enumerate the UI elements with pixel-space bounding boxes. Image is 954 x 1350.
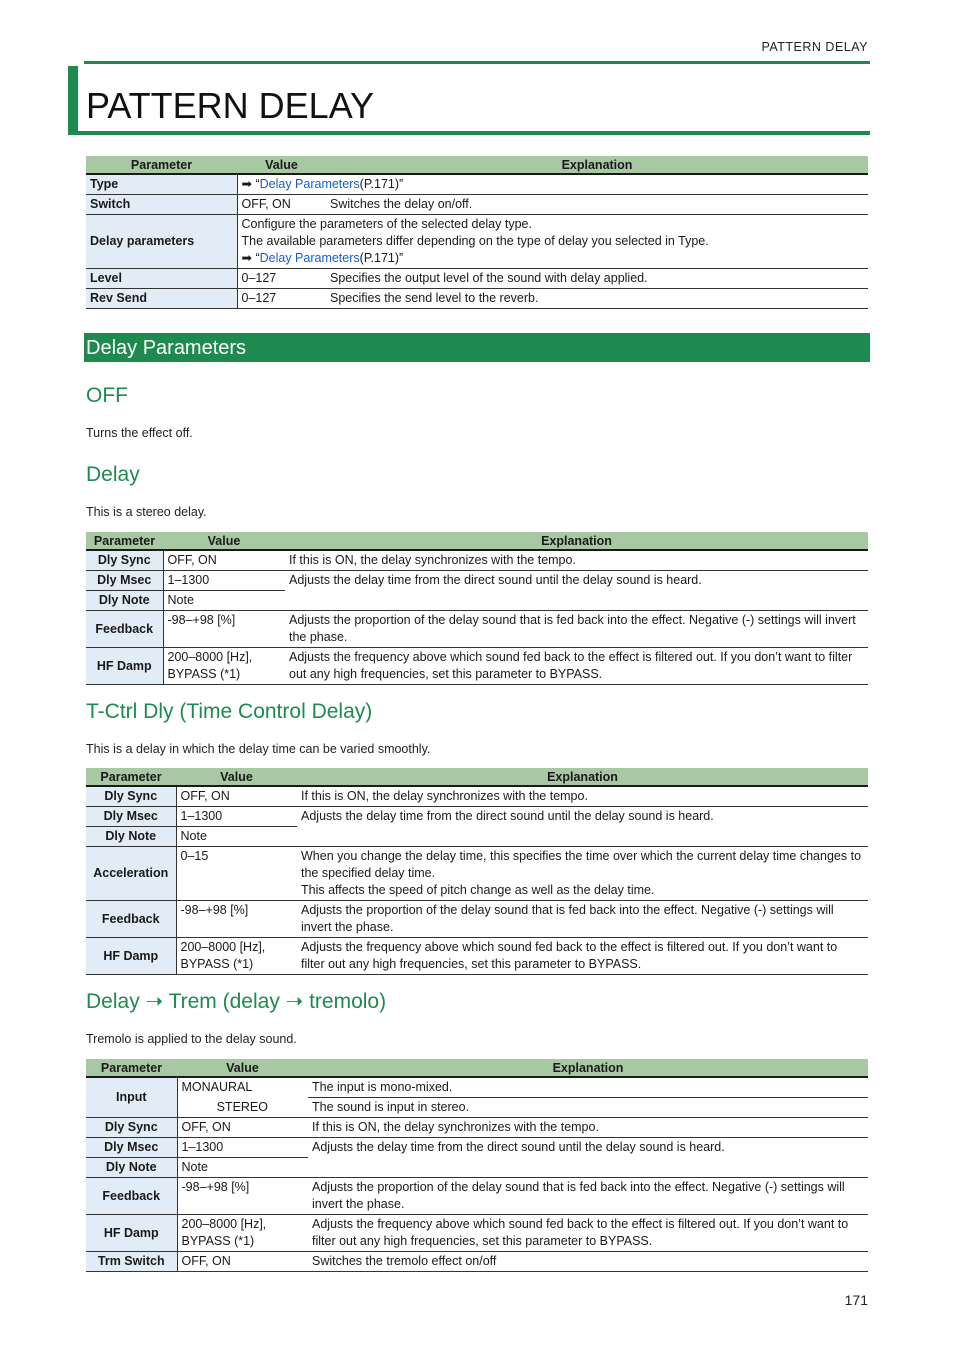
table-row [86,289,868,309]
trem-description: Tremolo is applied to the delay sound. [86,1032,297,1046]
param-feedback: Feedback [86,901,176,938]
expl-dly-sync: If this is ON, the delay synchronizes with the tempo. [285,550,868,571]
value-dly-note: Note [163,591,285,611]
header-parameter: Parameter [86,532,163,550]
header-parameter: Parameter [86,156,237,174]
table-row [86,938,868,975]
param-hf-damp: HF Damp [86,648,163,685]
param-hf-damp: HF Damp [86,938,176,975]
value-type [237,174,868,195]
expl-feedback: Adjusts the proportion of the delay sound that is fed back into the effect. Negative (-) settings will invert the phase. [285,611,868,648]
param-dly-msec: Dly Msec [86,571,163,591]
param-dly-msec: Dly Msec [86,807,176,827]
expl-rev-send: Specifies the send level to the reverb. [326,289,868,309]
value-input-stereo: STEREO [177,1098,308,1118]
header-parameter: Parameter [86,768,176,786]
delay-parameters-link[interactable]: Delay Parameters [259,251,360,265]
param-feedback: Feedback [86,1178,177,1215]
expl-dly-msec: Adjusts the delay time from the direct sound until the delay sound is heard. [297,807,868,847]
value-hf-damp: 200–8000 [Hz], BYPASS (*1) [163,648,285,685]
header-value: Value [176,768,297,786]
value-dly-msec: 1–1300 [177,1138,308,1158]
table-row [86,1098,868,1118]
expl-hf-damp: Adjusts the frequency above which sound fed back to the effect is filtered out. If you don’t want to filter out any high frequencies, set this parameter to BYPASS. [297,938,868,975]
value-feedback: -98–+98 [%] [163,611,285,648]
param-switch: Switch [86,195,237,215]
header-value: Value [163,532,285,550]
acceleration-expl-line1: When you change the delay time, this specifies the time over which the current delay time changes to the specified delay time. [301,849,862,880]
param-level: Level [86,269,237,289]
value-input-monaural: MONAURAL [177,1077,308,1098]
param-acceleration: Acceleration [86,847,176,901]
title-accent-bar [68,66,78,134]
expl-trm-switch: Switches the tremolo effect on/off [308,1252,868,1272]
table-row [86,611,868,648]
heading-off: OFF [86,384,128,407]
expl-dly-sync: If this is ON, the delay synchronizes with the tempo. [297,786,868,807]
expl-level: Specifies the output level of the sound with delay applied. [326,269,868,289]
value-dly-sync: OFF, ON [177,1118,308,1138]
table-row [86,847,868,901]
value-dly-note: Note [177,1158,308,1178]
param-dly-msec: Dly Msec [86,1138,177,1158]
table-header-row [86,1059,868,1077]
expl-hf-damp: Adjusts the frequency above which sound fed back to the effect is filtered out. If you don’t want to filter out any high frequencies, set this parameter to BYPASS. [308,1215,868,1252]
table-row [86,571,868,591]
table-row [86,174,868,195]
tctrl-table [86,768,868,975]
expl-feedback: Adjusts the proportion of the delay sound that is fed back into the effect. Negative (-) settings will invert the phase. [308,1178,868,1215]
section-title: Delay Parameters [86,337,247,359]
delay-parameters-line2: The available parameters differ depending on the type of delay you selected in Type. [241,234,709,248]
delay-parameters-line1: Configure the parameters of the selected delay type. [241,217,532,231]
header-explanation: Explanation [308,1059,868,1077]
value-dly-sync: OFF, ON [163,550,285,571]
table-row [86,648,868,685]
param-hf-damp: HF Damp [86,1215,177,1252]
param-dly-sync: Dly Sync [86,1118,177,1138]
param-dly-note: Dly Note [86,827,176,847]
value-dly-note: Note [176,827,297,847]
expl-dly-msec: Adjusts the delay time from the direct sound until the delay sound is heard. [308,1138,868,1178]
table-row [86,786,868,807]
param-rev-send: Rev Send [86,289,237,309]
main-parameter-table [86,156,868,309]
table-header-row [86,532,868,550]
table-row [86,1178,868,1215]
table-row [86,901,868,938]
heading-tctrl-dly: T-Ctrl Dly (Time Control Delay) [86,700,373,723]
value-trm-switch: OFF, ON [177,1252,308,1272]
off-description: Turns the effect off. [86,426,193,440]
param-input: Input [86,1077,177,1118]
tctrl-description: This is a delay in which the delay time can be varied smoothly. [86,742,431,756]
title-rule [68,131,870,135]
table-row [86,215,868,269]
header-explanation: Explanation [326,156,868,174]
expl-input-stereo: The sound is input in stereo. [308,1098,868,1118]
table-row [86,807,868,827]
top-rule [84,61,870,64]
header-value: Value [177,1059,308,1077]
page-ref: (P.171)” [359,251,404,265]
table-row [86,1077,868,1098]
table-row [86,1215,868,1252]
header-parameter: Parameter [86,1059,177,1077]
value-hf-damp: 200–8000 [Hz], BYPASS (*1) [177,1215,308,1252]
arrow-icon: ➡ “ [241,251,260,265]
expl-dly-sync: If this is ON, the delay synchronizes with the tempo. [308,1118,868,1138]
table-row [86,269,868,289]
delay-parameters-link[interactable]: Delay Parameters [259,177,360,191]
value-acceleration: 0–15 [176,847,297,901]
table-header-row [86,768,868,786]
expl-input-monaural: The input is mono-mixed. [308,1077,868,1098]
running-head: PATTERN DELAY [761,40,868,54]
trem-table [86,1059,868,1272]
delay-parameters-ref-line [242,250,865,267]
value-feedback: -98–+98 [%] [176,901,297,938]
table-row [86,550,868,571]
table-row [86,195,868,215]
table-row [86,1252,868,1272]
heading-delay-trem: Delay ➝ Trem (delay ➝ tremolo) [86,990,387,1013]
param-dly-sync: Dly Sync [86,550,163,571]
param-dly-sync: Dly Sync [86,786,176,807]
value-delay-parameters [237,215,868,269]
header-value: Value [237,156,326,174]
value-feedback: -98–+98 [%] [177,1178,308,1215]
value-level: 0–127 [237,269,326,289]
page-ref: (P.171)” [359,177,404,191]
param-feedback: Feedback [86,611,163,648]
page-number: 171 [844,1292,868,1308]
table-row [86,1118,868,1138]
delay-description: This is a stereo delay. [86,505,207,519]
page-title: PATTERN DELAY [86,85,375,126]
header-explanation: Explanation [297,768,868,786]
param-dly-note: Dly Note [86,591,163,611]
expl-dly-msec: Adjusts the delay time from the direct sound until the delay sound is heard. [285,571,868,611]
expl-switch: Switches the delay on/off. [326,195,868,215]
param-dly-note: Dly Note [86,1158,177,1178]
param-delay-parameters: Delay parameters [86,215,237,269]
arrow-icon: ➡ “ [241,177,260,191]
table-header-row [86,156,868,174]
param-trm-switch: Trm Switch [86,1252,177,1272]
expl-feedback: Adjusts the proportion of the delay sound that is fed back into the effect. Negative (-) settings will invert the phase. [297,901,868,938]
delay-table [86,532,868,685]
heading-delay: Delay [86,463,140,486]
value-hf-damp: 200–8000 [Hz], BYPASS (*1) [176,938,297,975]
header-explanation: Explanation [285,532,868,550]
table-row [86,1138,868,1158]
expl-acceleration [297,847,868,901]
expl-hf-damp: Adjusts the frequency above which sound fed back to the effect is filtered out. If you don’t want to filter out any high frequencies, set this parameter to BYPASS. [285,648,868,685]
value-dly-msec: 1–1300 [176,807,297,827]
value-dly-sync: OFF, ON [176,786,297,807]
param-type: Type [86,174,237,195]
value-dly-msec: 1–1300 [163,571,285,591]
acceleration-expl-line2: This affects the speed of pitch change as well as the delay time. [301,883,655,897]
value-rev-send: 0–127 [237,289,326,309]
value-switch: OFF, ON [237,195,326,215]
